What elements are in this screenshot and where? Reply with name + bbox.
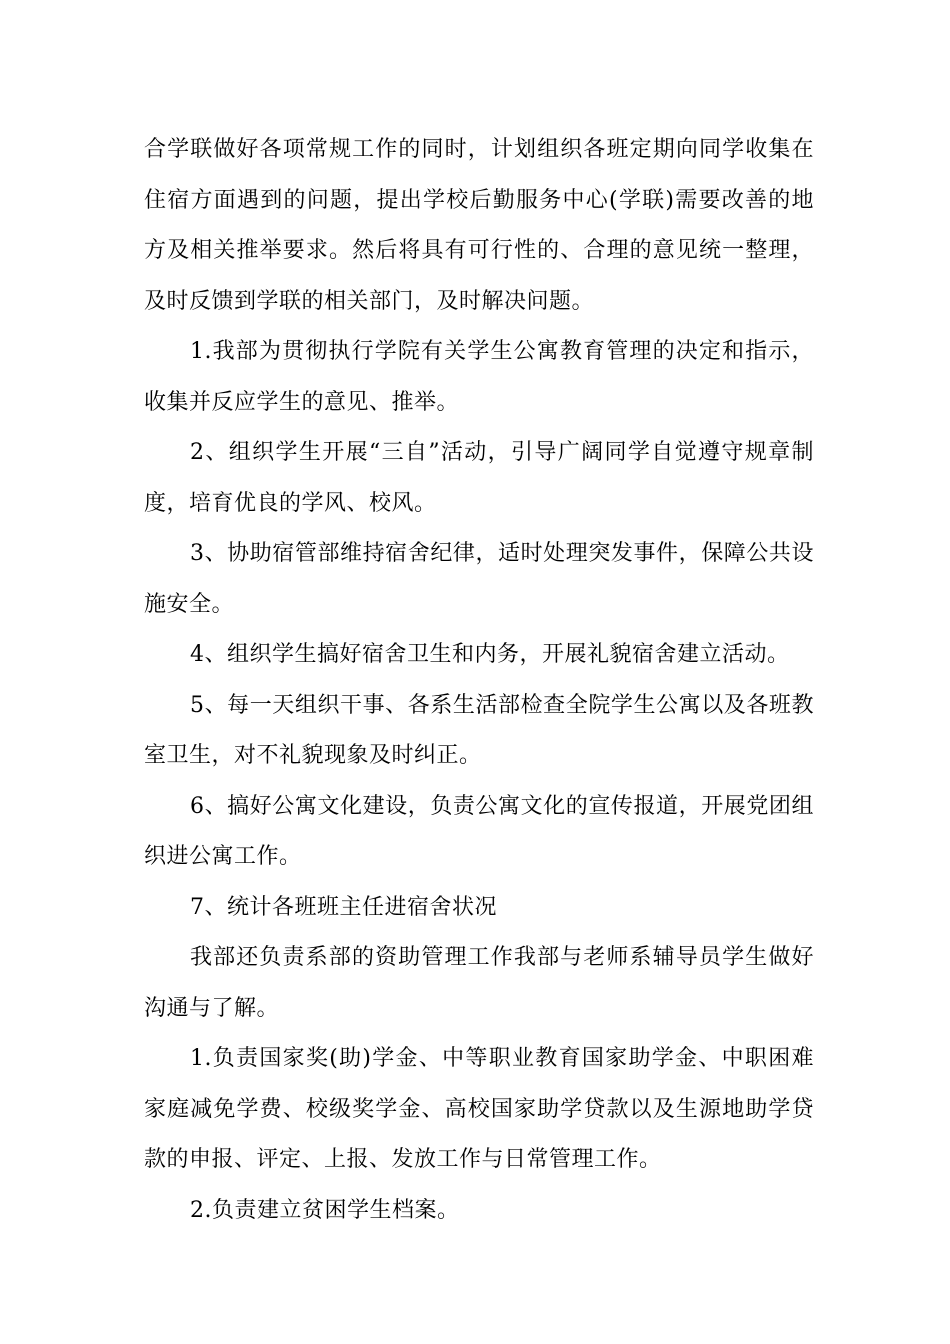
document-body (144, 125, 814, 1236)
paragraph-continuation: 合学联做好各项常规工作的同时，计划组织各班定期向同学收集在住宿方面遇到的问题，提出学校后勤服务中心(学联)需要改善的地方及相关推举要求。然后将具有可行性的、合理的意见统一整理，及时反馈到学联的相关部门，及时解决问题。 (144, 137, 814, 314)
paragraph-funding-item-2: 2.负责建立贫困学生档案。 (190, 1197, 460, 1223)
paragraph-item-3: 3、协助宿管部维持宿舍纪律，适时处理突发事件，保障公共设施安全。 (144, 541, 814, 617)
paragraph-funding-intro: 我部还负责系部的资助管理工作我部与老师系辅导员学生做好沟通与了解。 (144, 945, 814, 1021)
paragraph-funding-item-1: 1.负责国家奖(助)学金、中等职业教育国家助学金、中职困难家庭减免学费、校级奖学金、高校国家助学贷款以及生源地助学贷款的申报、评定、上报、发放工作与日常管理工作。 (144, 1046, 814, 1172)
paragraph-item-5: 5、每一天组织干事、各系生活部检查全院学生公寓以及各班教室卫生，对不礼貌现象及时纠正。 (144, 692, 814, 768)
paragraph-item-4: 4、组织学生搞好宿舍卫生和内务，开展礼貌宿舍建立活动。 (190, 642, 790, 667)
paragraph-item-6: 6、搞好公寓文化建设，负责公寓文化的宣传报道，开展党团组织进公寓工作。 (144, 793, 814, 869)
paragraph-item-2: 2、组织学生开展“三自”活动，引导广阔同学自觉遵守规章制度，培育优良的学风、校风。 (144, 440, 814, 516)
paragraph-item-7: 7、统计各班班主任进宿舍状况 (190, 894, 497, 920)
paragraph-item-1: 1.我部为贯彻执行学院有关学生公寓教育管理的决定和指示，收集并反应学生的意见、推举。 (144, 339, 814, 415)
